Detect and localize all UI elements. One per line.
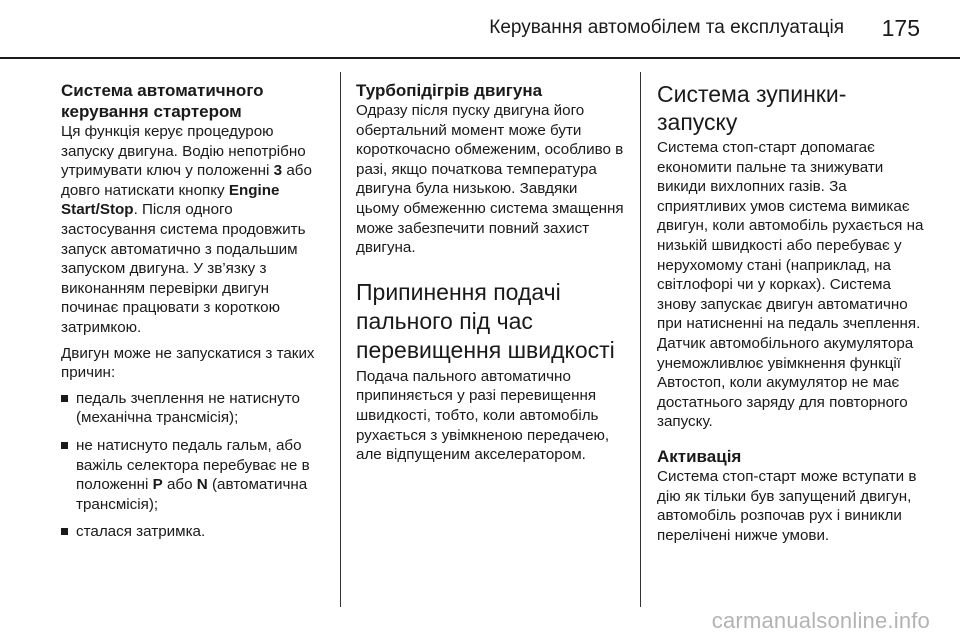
paragraph-stop-start: Система стоп-старт допомагає економити пальне та знижувати викиди вихлопних газів. За сприятливих умов система вимикає двигун, коли автомобіль рухається на низькій швидкості або перебуває у нерухомому стані (наприклад, на світлофорі чи у корках). Система знову запускає двигун автоматично при натисненні на педаль зчеплення. Датчик автомобільного акумулятора унеможливлює увімкнення функції Автостоп, коли акумулятор не має достатнього заряду для повторного запуску. bbox=[657, 139, 924, 431]
engine-start-stop-label: Engine Start/Stop bbox=[61, 181, 280, 219]
list-item: сталася затримка. bbox=[61, 522, 327, 542]
section-heading-stop-start: Система зупинки-запуску bbox=[657, 81, 847, 135]
header-rule bbox=[0, 57, 960, 59]
paragraph-fuel-cutoff: Подача пального автоматично припиняється у разі перевищення швидкості, тобто, коли автомобіль рухається з увімкненою передачею, але відпущеним акселератором. bbox=[356, 367, 610, 464]
paragraph-no-start-reasons: Двигун може не запускатися з таких причин: bbox=[61, 344, 315, 382]
header-title: Керування автомобілем та експлуатація bbox=[489, 17, 844, 38]
column-3 bbox=[657, 80, 925, 551]
column-divider-2 bbox=[640, 72, 641, 607]
key-position-label: 3 bbox=[273, 162, 283, 180]
column-2 bbox=[356, 80, 624, 471]
column-divider-1 bbox=[340, 72, 341, 607]
gear-n-label: N bbox=[196, 476, 208, 494]
section-heading-fuel-cutoff: Припинення подачі пального під час перевищення швидкості bbox=[356, 278, 615, 363]
gear-p-label: P bbox=[152, 476, 163, 494]
section-heading-autostart: Система автоматичного керування стартером bbox=[61, 81, 264, 121]
page-number: 175 bbox=[881, 15, 920, 41]
watermark: carmanualsonline.info bbox=[711, 608, 930, 633]
paragraph-turbo-warmup: Одразу після пуску двигуна його обертальний момент може бути короткочасно обмеженим, особливо в разі, якщо початкова температура двигуна була низькою. Завдяки цьому обмеженню система змащення може забезпечити повний захист двигуна. bbox=[356, 102, 624, 257]
paragraph-activation: Система стоп-старт може вступати в дію як тільки був запущений двигун, автомобіль розпочав рух і виникли перелічені нижче умови. bbox=[657, 467, 917, 544]
list-item: не натиснуто педаль гальм, або важіль селектора перебуває не в положенні P або N (автоматична трансмісія); bbox=[61, 436, 327, 514]
page-header bbox=[0, 0, 960, 58]
column-1 bbox=[61, 80, 327, 550]
paragraph-autostart-description: Ця функція керує процедурою запуску двигуна. Водію непотрібно утримувати ключ у положенні 3 або довго натискати кнопку Engine Start/Stop. Після одного застосування система продовжить запуск автоматично з подальшим запуском двигуна. У зв’язку з виконанням перевірки двигун починає працювати з короткою затримкою. bbox=[61, 123, 312, 336]
list-item: педаль зчеплення не натиснуто (механічна трансмісія); bbox=[61, 389, 327, 428]
section-heading-turbo-warmup: Турбопідігрів двигуна bbox=[356, 81, 543, 100]
subheading-activation: Активація bbox=[657, 446, 742, 466]
reasons-list bbox=[61, 389, 327, 542]
